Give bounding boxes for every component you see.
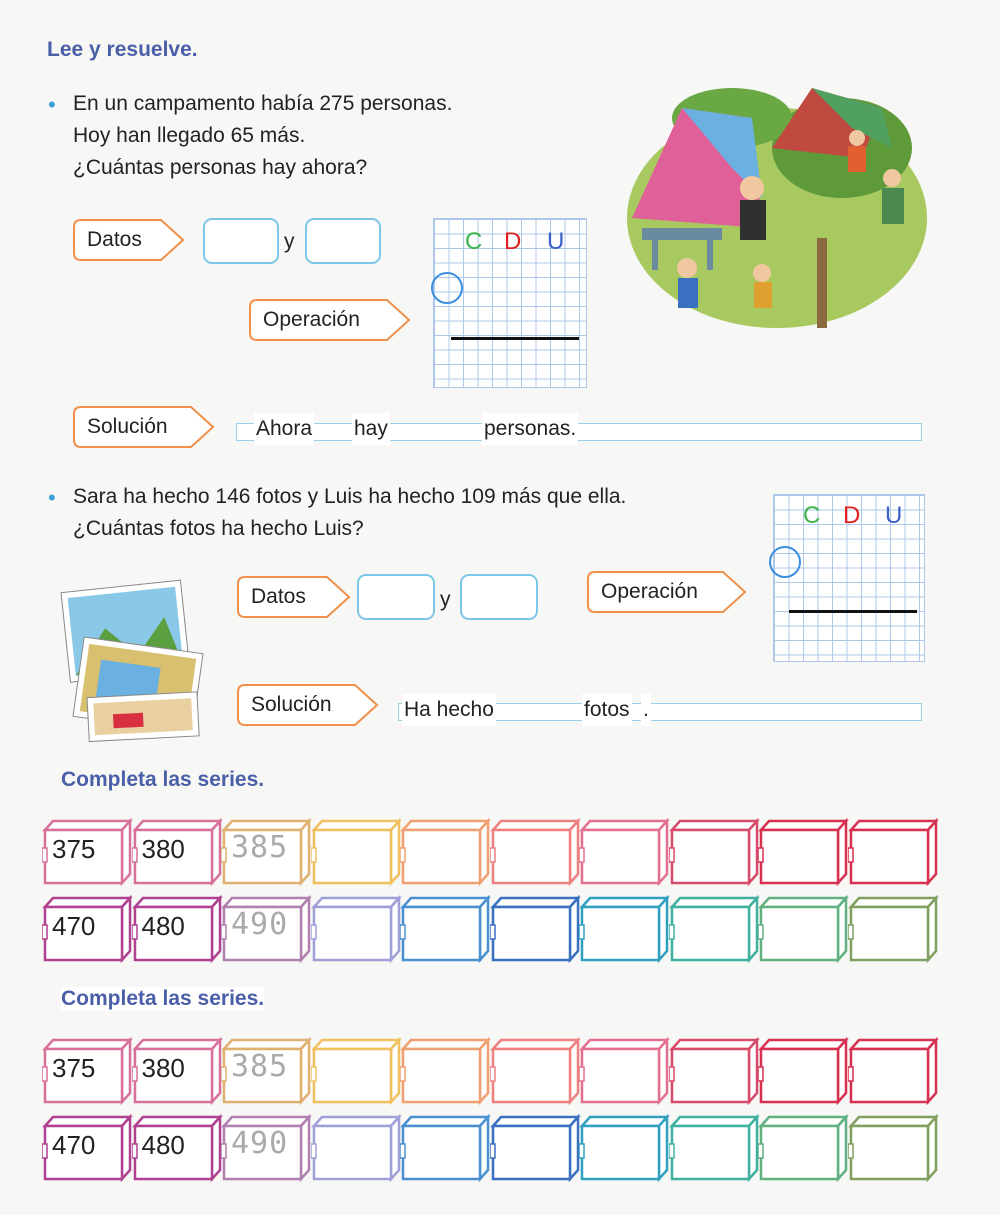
operacion-tag [587, 571, 747, 613]
series-title: Completa las series. [61, 768, 265, 791]
grid-header-c: C [465, 228, 483, 255]
series-box[interactable] [400, 818, 484, 884]
datos-input-2[interactable] [305, 218, 381, 264]
series-box[interactable] [579, 818, 663, 884]
solucion-tag [237, 684, 379, 726]
grid-header-d: D [504, 228, 522, 255]
box-frame [490, 1114, 582, 1184]
box-frame [400, 818, 492, 888]
series-box[interactable] [311, 818, 395, 884]
box-frame [490, 1037, 582, 1107]
solution-word: fotos [582, 694, 632, 726]
box-frame [758, 1114, 850, 1184]
camping-illustration [612, 78, 932, 340]
grid-header-d: D [843, 502, 861, 529]
series-value: 470 [52, 1130, 96, 1160]
bullet-icon: • [48, 92, 56, 117]
series-value: 375 [52, 834, 96, 864]
series-box[interactable] [221, 1037, 305, 1103]
operacion-label: Operación [263, 308, 360, 331]
box-frame [848, 1114, 940, 1184]
solution-word: personas. [482, 413, 578, 445]
operacion-tag [249, 299, 411, 341]
series-value: 380 [141, 1053, 185, 1083]
series-value: 385 [231, 1049, 289, 1084]
series-value: 490 [231, 1126, 289, 1161]
box-frame [579, 818, 671, 888]
problem2-line: Sara ha hecho 146 fotos y Luis ha hecho 109 más que ella. [73, 485, 627, 508]
series-box[interactable] [311, 895, 395, 961]
box-frame [848, 895, 940, 965]
problem1-line: Hoy han llegado 65 más. [73, 124, 306, 147]
section-title: Lee y resuelve. [47, 38, 198, 61]
series-box[interactable] [669, 1114, 753, 1180]
series-box [132, 818, 216, 884]
sum-line [789, 610, 917, 613]
series-box[interactable] [221, 1114, 305, 1180]
series-box [132, 895, 216, 961]
box-frame [311, 1114, 403, 1184]
solucion-label: Solución [251, 693, 332, 716]
series-box[interactable] [758, 1114, 842, 1180]
series-box[interactable] [400, 1037, 484, 1103]
box-frame [669, 818, 761, 888]
datos-tag [73, 219, 185, 261]
series-box[interactable] [758, 895, 842, 961]
carry-circle[interactable] [431, 272, 463, 304]
datos-input-1[interactable] [203, 218, 279, 264]
solucion-tag [73, 406, 215, 448]
box-frame [758, 895, 850, 965]
series-box[interactable] [221, 895, 305, 961]
series-box [42, 1114, 126, 1180]
series-value: 480 [141, 911, 185, 941]
series-value: 490 [231, 907, 289, 942]
and-word: y [284, 230, 295, 253]
datos-tag [237, 576, 351, 618]
series-box [132, 1037, 216, 1103]
box-frame [758, 818, 850, 888]
box-frame [400, 1114, 492, 1184]
box-frame [669, 1037, 761, 1107]
sum-line [451, 337, 579, 340]
problem1-line: ¿Cuántas personas hay ahora? [73, 156, 368, 179]
problem2-line: ¿Cuántas fotos ha hecho Luis? [73, 517, 364, 540]
box-frame [400, 895, 492, 965]
datos-input-1[interactable] [357, 574, 435, 620]
series-box[interactable] [311, 1114, 395, 1180]
series-box[interactable] [490, 1037, 574, 1103]
series-box[interactable] [848, 818, 932, 884]
solution-answer-line[interactable] [236, 423, 922, 441]
operacion-label: Operación [601, 580, 698, 603]
series-box[interactable] [490, 895, 574, 961]
series-box[interactable] [848, 1114, 932, 1180]
series-box[interactable] [669, 818, 753, 884]
series-box[interactable] [848, 895, 932, 961]
bullet-icon: • [48, 485, 56, 510]
series-box [42, 895, 126, 961]
series-box[interactable] [579, 895, 663, 961]
box-frame [579, 1037, 671, 1107]
box-frame [848, 1037, 940, 1107]
series-box [42, 1037, 126, 1103]
series-box[interactable] [758, 1037, 842, 1103]
series-box[interactable] [311, 1037, 395, 1103]
solution-word: Ha hecho [402, 694, 496, 726]
series-box[interactable] [490, 818, 574, 884]
series-box [132, 1114, 216, 1180]
solution-word: Ahora [254, 413, 314, 445]
solucion-label: Solución [87, 415, 168, 438]
series-box[interactable] [669, 1037, 753, 1103]
box-frame [848, 818, 940, 888]
grid-header-c: C [803, 502, 821, 529]
problem2-text [73, 481, 626, 545]
series-box[interactable] [490, 1114, 574, 1180]
datos-label: Datos [87, 228, 142, 251]
series-value: 470 [52, 911, 96, 941]
series-box[interactable] [579, 1114, 663, 1180]
carry-circle[interactable] [769, 546, 801, 578]
box-frame [579, 1114, 671, 1184]
box-frame [490, 818, 582, 888]
series-value: 380 [141, 834, 185, 864]
series-box[interactable] [758, 818, 842, 884]
box-frame [311, 1037, 403, 1107]
box-frame [400, 1037, 492, 1107]
problem1-text [73, 88, 452, 184]
box-frame [669, 895, 761, 965]
series-box[interactable] [579, 1037, 663, 1103]
series-box[interactable] [400, 1114, 484, 1180]
and-word: y [440, 588, 451, 611]
series-box[interactable] [221, 818, 305, 884]
series-value: 385 [231, 830, 289, 865]
series-title: Completa las series. [61, 987, 265, 1010]
box-frame [758, 1037, 850, 1107]
box-frame [579, 895, 671, 965]
grid-header-u: U [547, 228, 565, 255]
series-box[interactable] [848, 1037, 932, 1103]
datos-label: Datos [251, 585, 306, 608]
box-frame [669, 1114, 761, 1184]
series-box[interactable] [400, 895, 484, 961]
series-box [42, 818, 126, 884]
solution-word: . [641, 694, 651, 726]
solution-word: hay [352, 413, 390, 445]
box-frame [490, 895, 582, 965]
datos-input-2[interactable] [460, 574, 538, 620]
problem1-line: En un campamento había 275 personas. [73, 92, 453, 115]
box-frame [311, 818, 403, 888]
box-frame [311, 895, 403, 965]
photos-illustration [58, 565, 218, 743]
grid-header-u: U [885, 502, 903, 529]
series-value: 375 [52, 1053, 96, 1083]
series-box[interactable] [669, 895, 753, 961]
series-value: 480 [141, 1130, 185, 1160]
